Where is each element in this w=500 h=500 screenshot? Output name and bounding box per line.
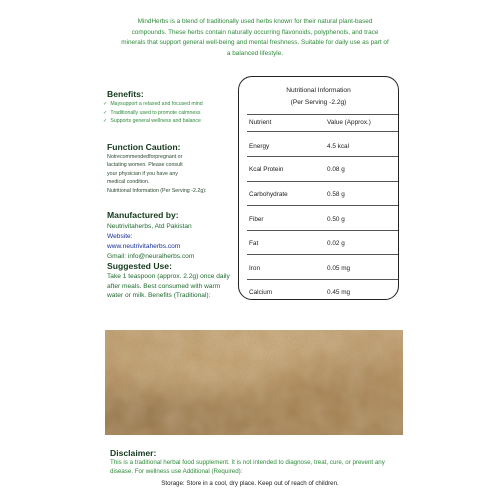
divider — [247, 254, 398, 255]
manufacturer-info — [107, 222, 194, 262]
nutrition-title: Nutritional Information (Per Serving -2.2g) — [286, 87, 351, 106]
herbal-powder-photo — [105, 330, 403, 435]
check-icon: ✓ — [103, 118, 108, 125]
divider — [247, 131, 398, 132]
benefits-list — [103, 100, 203, 126]
benefit-item: ✓ Traditionally used to promote calmness — [103, 109, 201, 116]
divider — [247, 181, 398, 182]
storage-text: Storage: Store in a cool, dry place. Keep out of reach of children. — [161, 480, 339, 487]
disclaimer-heading: Disclaimer: — [110, 448, 157, 458]
suggested-use-heading: Suggested Use: — [107, 261, 172, 271]
powder-texture — [105, 330, 403, 435]
website-link[interactable]: www.neutrivitaherbs.com — [107, 243, 181, 250]
benefits-heading: Benefits: — [107, 89, 144, 99]
disclaimer-text: This is a traditional herbal food supplement. It is not intended to diagnose, treat, cure, or prevent any disease. For wellness use Additional (Required): — [110, 459, 385, 476]
divider — [247, 279, 398, 280]
intro-paragraph: MindHerbs is a blend of traditionally used herbs known for their natural plant-based compounds. These herbs contain naturally occurring flavonoids, polyphenols, and trace minerals that support general well-being and mental freshness. Suitable for daily use as part of a balanced lifestyle. — [121, 18, 389, 57]
divider — [247, 156, 398, 157]
divider — [247, 230, 398, 231]
manufacturer-name: Neutrivitaherbs, Atd Pakistan — [107, 223, 192, 230]
suggested-use-text: Take 1 teaspoon (approx. 2.2g) once daily after meals. Best consumed with warm water or milk. Benefits (Traditional): — [107, 273, 230, 300]
check-icon: ✓ — [103, 101, 108, 107]
divider — [247, 205, 398, 206]
benefit-item: ✓ Supports general wellness and balance — [103, 118, 201, 125]
nutrition-panel: Nutritional Information (Per Serving -2.2g) Nutrient Value (Approx.) Energy 4.5 kcal Kcal Protein 0.08 g Carbohydrate 0.58 g Fiber 0.50 g Fat 0.02 g Iron 0.05 mg Calcium 0.45 mg — [238, 76, 399, 300]
caution-heading: Function Caution: — [107, 142, 181, 152]
check-icon: ✓ — [103, 109, 108, 116]
benefit-item: ✓ Maysupport a relaxed and focused mind — [103, 101, 203, 107]
caution-text: Notrecommendedforpregnant or lactating women. Please consult your physician if you have any medical condition. Nutritional Information (Per Serving -2.2g): — [107, 154, 207, 194]
website-label: Website: — [107, 233, 133, 240]
email-text: Gmail: info@neuralherbs.com — [107, 253, 195, 260]
divider — [247, 114, 398, 115]
manufacturer-heading: Manufactured by: — [107, 210, 179, 220]
